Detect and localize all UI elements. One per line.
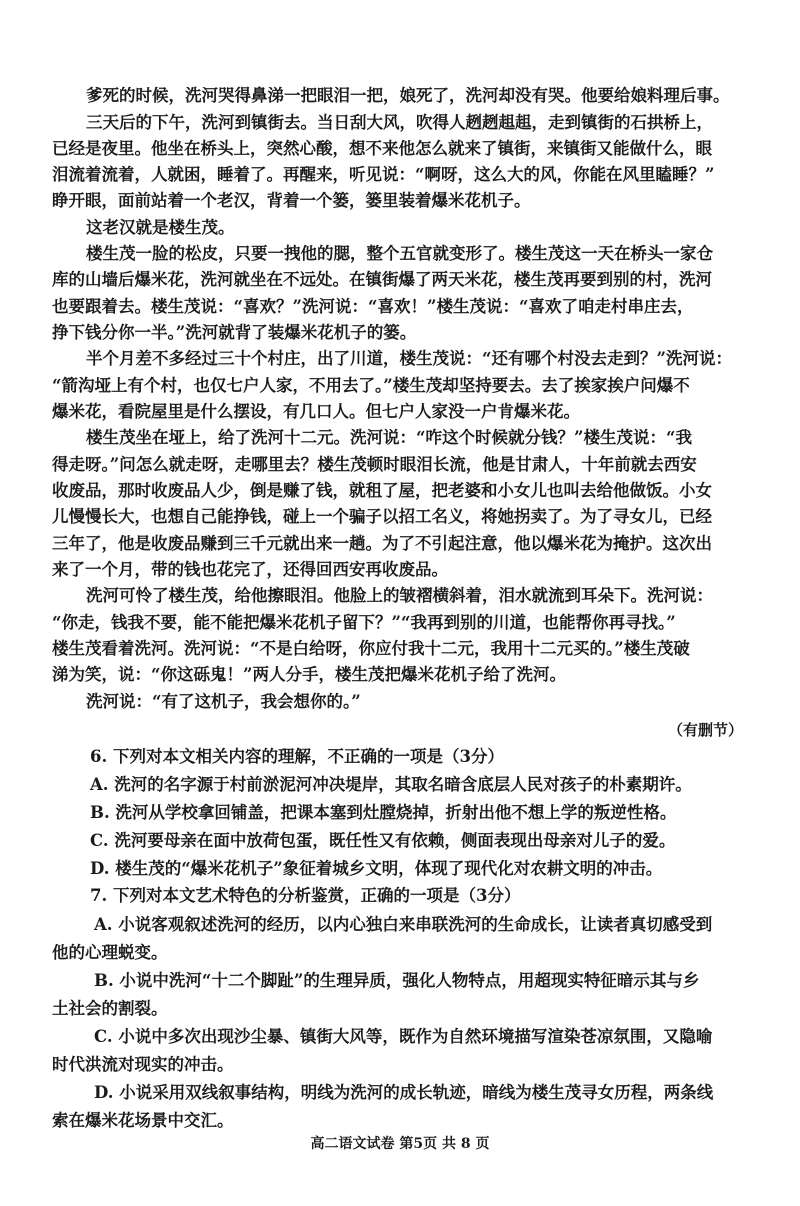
story-line: “你走，钱我不要，能不能把爆米花机子留下？”“我再到别的川道，也能帮你再寻找。”	[52, 613, 676, 632]
story-line: 爆米花，看院屋里是什么摆设，有几口人。但七户人家没一户肯爆米花。	[52, 402, 580, 421]
story-line: 爹死的时候，洗河哭得鼻涕一把眼泪一把，娘死了，洗河却没有哭。他要给娘料理后事。	[86, 86, 730, 105]
question-option-continued: 时代洪流对现实的冲击。	[52, 1055, 234, 1074]
question-option: B. 小说中洗河“十二个脚趾”的生理异质，强化人物特点，用超现实特征暗示其与乡	[94, 971, 700, 990]
story-line: 这老汉就是楼生茂。	[86, 218, 235, 237]
story-line: 已经是夜里。他坐在桥头上，突然心酸，想不来他怎么就来了镇街，来镇街又能做什么，眼	[52, 139, 712, 158]
question-option-continued: 索在爆米花场景中交汇。	[52, 1111, 234, 1130]
story-line: 收废品，那时收废品人少，倒是赚了钱，就租了屋，把老婆和小女儿也叫去给他做饭。小女	[52, 481, 712, 500]
story-line: 楼生茂坐在垭上，给了洗河十二元。洗河说：“咋这个时候就分钱？”楼生茂说：“我	[86, 428, 692, 447]
story-line: 儿慢慢长大，也想自己能挣钱，碰上一个骗子以招工名义，将她拐卖了。为了寻女儿，已经	[52, 507, 712, 526]
story-line: 半个月差不多经过三十个村庄，出了川道，楼生茂说：“还有哪个村没去走到？”洗河说：	[86, 349, 732, 368]
story-line: 洗河说：“有了这机子，我会想你的。”	[86, 692, 361, 711]
story-line: 洗河可怜了楼生茂，给他擦眼泪。他脸上的皱褶横斜着，泪水就流到耳朵下。洗河说：	[86, 586, 713, 605]
question-stem: 6. 下列对本文相关内容的理解，不正确的一项是（3分）	[90, 747, 504, 766]
story-line: 挣下钱分你一半。”洗河就背了装爆米花机子的篓。	[52, 323, 417, 342]
story-line: 涕为笑，说：“你这砾鬼！”两人分手，楼生茂把爆米花机子给了洗河。	[52, 665, 566, 684]
question-option: D. 楼生茂的“爆米花机子”象征着城乡文明，体现了现代化对农耕文明的冲击。	[90, 859, 663, 878]
story-line: 三年了，他是收废品赚到三千元就出来一趟。为了不引起注意，他以爆米花为掩护。这次出	[52, 534, 712, 553]
question-option: C. 洗河要母亲在面中放荷包蛋，既任性又有依赖，侧面表现出母亲对儿子的爱。	[90, 831, 676, 850]
story-line: 也要跟着去。楼生茂说：“喜欢？”洗河说：“喜欢！”楼生茂说：“喜欢了咱走村串庄去，	[52, 297, 694, 316]
page-footer: 高二语文试卷 第5页 共 8 页	[310, 1136, 490, 1152]
story-line: 楼生茂看着洗河。洗河说：“不是白给呀，你应付我十二元，我用十二元买的。”楼生茂破	[52, 639, 690, 658]
story-line: 来了一个月，带的钱也花完了，还得回西安再收废品。	[52, 560, 448, 579]
story-line: 库的山墙后爆米花，洗河就坐在不远处。在镇街爆了两天米花，楼生茂再要到别的村，洗河	[52, 270, 712, 289]
question-option: A. 洗河的名字源于村前淤泥河冲决堤岸，其取名暗含底层人民对孩子的朴素期许。	[90, 775, 692, 794]
question-option-continued: 土社会的割裂。	[52, 999, 168, 1018]
story-line: 得走呀。”问怎么就走呀，走哪里去？楼生茂顿时眼泪长流，他是甘肃人，十年前就去西安	[52, 455, 697, 474]
story-line: 楼生茂一脸的松皮，只要一拽他的腮，整个五官就变形了。楼生茂这一天在桥头一家仓	[86, 244, 713, 263]
question-option-continued: 他的心理蜕变。	[52, 943, 168, 962]
story-line: 泪流着流着，人就困，睡着了。再醒来，听见说：“啊呀，这么大的风，你能在风里瞌睡？”	[52, 165, 715, 184]
question-option: A. 小说客观叙述洗河的经历，以内心独白来串联洗河的生命成长，让读者真切感受到	[94, 915, 713, 934]
story-line: 睁开眼，面前站着一个老汉，背着一个篓，篓里装着爆米花机子。	[52, 191, 531, 210]
question-option: C. 小说中多次出现沙尘暴、镇街大风等，既作为自然环境描写渲染苍凉氛围，又隐喻	[94, 1027, 713, 1046]
question-stem: 7. 下列对本文艺术特色的分析鉴赏，正确的一项是（3分）	[90, 886, 521, 905]
question-option: B. 洗河从学校拿回铺盖，把课本塞到灶膛烧掉，折射出他不想上学的叛逆性格。	[90, 803, 677, 822]
story-line: “箭沟垭上有个村，也仅七户人家，不用去了。”楼生茂却坚持要去。去了挨家挨户问爆不	[52, 376, 690, 395]
question-option: D. 小说采用双线叙事结构，明线为洗河的成长轨迹，暗线为楼生茂寻女历程，两条线	[94, 1083, 714, 1102]
abridged-note: （有删节）	[668, 721, 744, 739]
story-line: 三天后的下午，洗河到镇街去。当日刮大风，吹得人趔趔趄趄，走到镇街的石拱桥上，	[86, 113, 713, 132]
